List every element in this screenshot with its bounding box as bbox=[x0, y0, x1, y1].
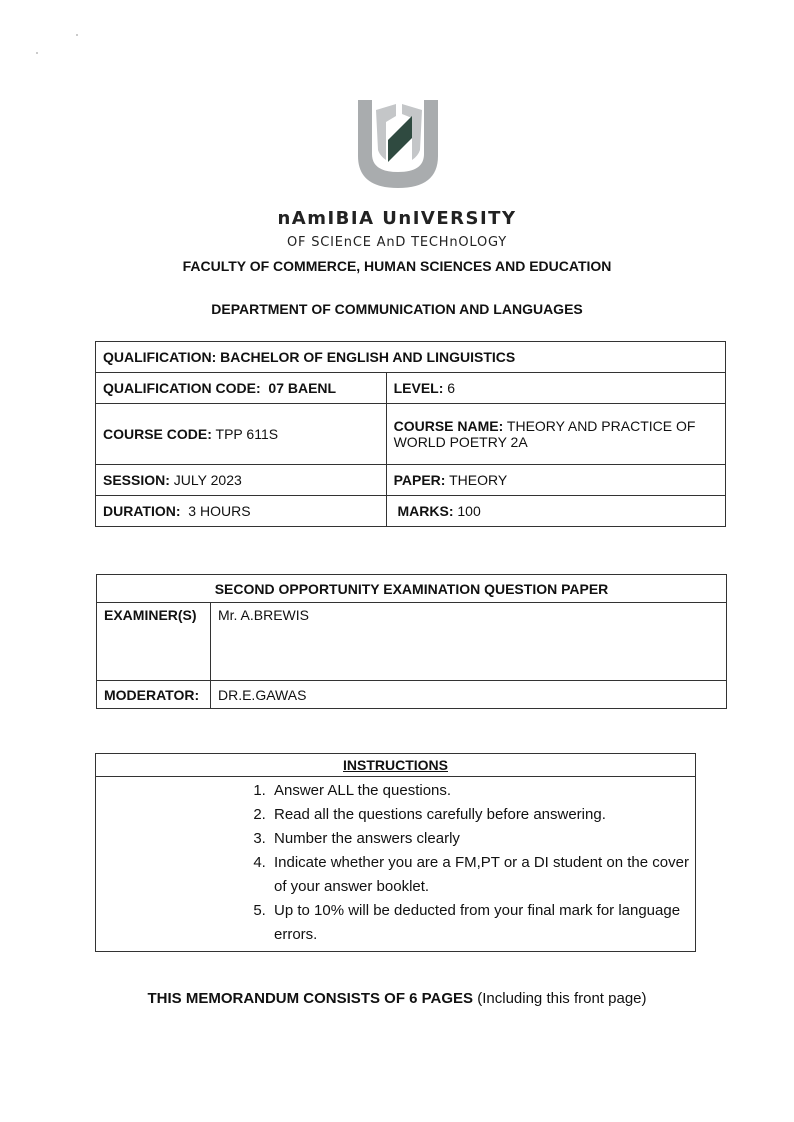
instructions-list bbox=[96, 779, 695, 947]
course-row bbox=[96, 404, 726, 465]
instruction-item: 1. Answer ALL the questions. bbox=[270, 779, 695, 803]
examiner-row bbox=[97, 603, 727, 681]
instruction-item: 5. Up to 10% will be deducted from your final mark for language errors. bbox=[270, 899, 695, 947]
paper-cell: PAPER: THEORY bbox=[386, 465, 725, 496]
examiner-label: EXAMINER(S) bbox=[97, 603, 211, 681]
exam-table bbox=[96, 574, 727, 709]
instruction-item: 2. Read all the questions carefully before answering. bbox=[270, 803, 695, 827]
instructions-list-cell bbox=[96, 777, 696, 952]
duration-cell: DURATION: 3 HOURS bbox=[96, 496, 387, 527]
qualification-row bbox=[96, 342, 726, 373]
instruction-item: 4. Indicate whether you are a FM,PT or a DI student on the cover of your answer booklet. bbox=[270, 851, 695, 899]
scan-speck bbox=[76, 34, 78, 36]
session-row bbox=[96, 465, 726, 496]
instructions-table bbox=[95, 753, 696, 952]
course-name-cell: COURSE NAME: THEORY AND PRACTICE OF WORLD POETRY 2A bbox=[386, 404, 725, 465]
page-count-main: THIS MEMORANDUM CONSISTS OF 6 PAGES bbox=[147, 990, 474, 1007]
marks-cell: MARKS: 100 bbox=[386, 496, 725, 527]
department-heading: DEPARTMENT OF COMMUNICATION AND LANGUAGES bbox=[211, 301, 583, 317]
moderator-row bbox=[97, 681, 727, 709]
page-count-note bbox=[0, 990, 794, 1007]
instructions-header-row bbox=[96, 754, 696, 777]
qualification-code-cell: QUALIFICATION CODE: 07 BAENL bbox=[96, 373, 387, 404]
moderator-value: DR.E.GAWAS bbox=[210, 681, 726, 709]
university-logo bbox=[352, 96, 444, 192]
moderator-label: MODERATOR: bbox=[97, 681, 211, 709]
examiner-value: Mr. A.BREWIS bbox=[210, 603, 726, 681]
course-details-table bbox=[95, 341, 726, 527]
university-subtitle: OF SCIEnCE AnD TECHnOLOGY bbox=[286, 235, 507, 250]
instruction-item: 3. Number the answers clearly bbox=[270, 827, 695, 851]
course-code-cell: COURSE CODE: TPP 611S bbox=[96, 404, 387, 465]
duration-row bbox=[96, 496, 726, 527]
university-name: nAmIBIA UnIVERSITY bbox=[277, 208, 517, 229]
scan-speck bbox=[36, 52, 38, 54]
exam-title-row bbox=[97, 575, 727, 603]
session-cell: SESSION: JULY 2023 bbox=[96, 465, 387, 496]
level-cell: LEVEL: 6 bbox=[386, 373, 725, 404]
qualification-cell: QUALIFICATION: BACHELOR OF ENGLISH AND LINGUISTICS bbox=[96, 342, 726, 373]
page-count-parenthetical: (Including this front page) bbox=[477, 990, 647, 1007]
instructions-title: INSTRUCTIONS bbox=[96, 754, 696, 777]
exam-title: SECOND OPPORTUNITY EXAMINATION QUESTION PAPER bbox=[97, 575, 727, 603]
faculty-heading: FACULTY OF COMMERCE, HUMAN SCIENCES AND EDUCATION bbox=[182, 258, 612, 274]
code-level-row bbox=[96, 373, 726, 404]
instructions-body-row bbox=[96, 777, 696, 952]
